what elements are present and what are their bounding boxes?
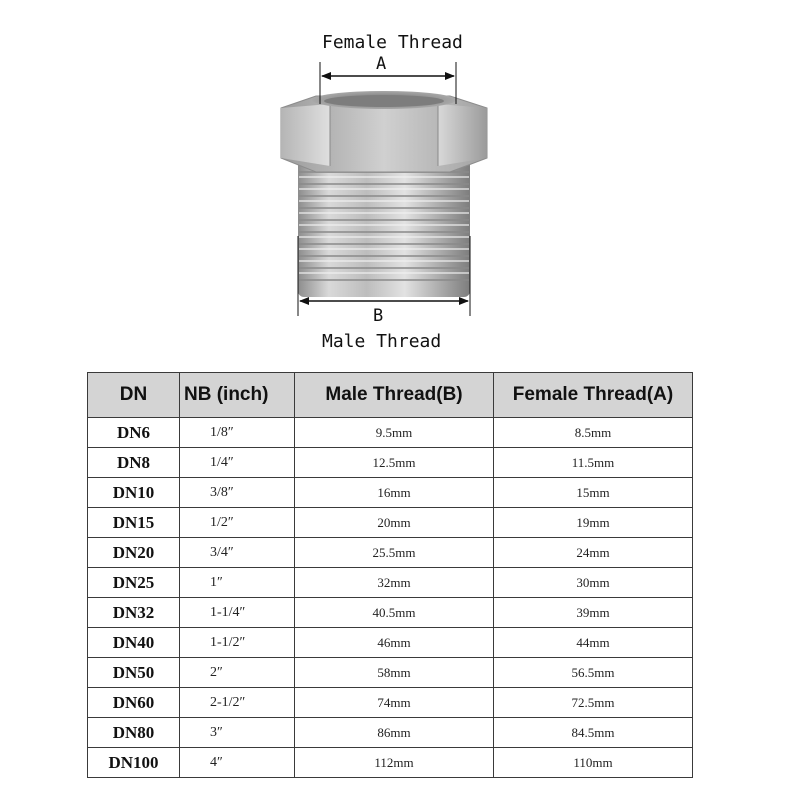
cell-dn: DN10 <box>88 478 180 508</box>
cell-nb: 2″ <box>180 658 295 688</box>
spec-table <box>87 372 693 778</box>
cell-male: 46mm <box>295 628 494 658</box>
cell-dn: DN80 <box>88 718 180 748</box>
cell-female: 44mm <box>494 628 693 658</box>
cell-male: 58mm <box>295 658 494 688</box>
fitting-diagram <box>0 0 800 362</box>
cell-female: 24mm <box>494 538 693 568</box>
cell-female: 30mm <box>494 568 693 598</box>
cell-dn: DN60 <box>88 688 180 718</box>
cell-male: 9.5mm <box>295 418 494 448</box>
cell-nb: 1-1/4″ <box>180 598 295 628</box>
cell-dn: DN15 <box>88 508 180 538</box>
cell-male: 25.5mm <box>295 538 494 568</box>
female-thread-label: Female Thread <box>322 32 463 53</box>
cell-dn: DN8 <box>88 448 180 478</box>
cell-female: 39mm <box>494 598 693 628</box>
table-row <box>88 628 693 658</box>
cell-female: 56.5mm <box>494 658 693 688</box>
cell-nb: 4″ <box>180 748 295 778</box>
table-row <box>88 448 693 478</box>
cell-female: 11.5mm <box>494 448 693 478</box>
cell-female: 110mm <box>494 748 693 778</box>
cell-male: 16mm <box>295 478 494 508</box>
cell-nb: 3″ <box>180 718 295 748</box>
cell-dn: DN100 <box>88 748 180 778</box>
dimension-b-label: B <box>373 306 384 326</box>
header-male-thread: Male Thread(B) <box>295 373 494 418</box>
table-row <box>88 538 693 568</box>
cell-male: 86mm <box>295 718 494 748</box>
cell-female: 72.5mm <box>494 688 693 718</box>
cell-nb: 3/4″ <box>180 538 295 568</box>
cell-dn: DN40 <box>88 628 180 658</box>
cell-male: 40.5mm <box>295 598 494 628</box>
header-female-thread: Female Thread(A) <box>494 373 693 418</box>
cell-nb: 1/2″ <box>180 508 295 538</box>
dimension-a-label: A <box>376 54 387 74</box>
cell-dn: DN20 <box>88 538 180 568</box>
cell-male: 112mm <box>295 748 494 778</box>
cell-nb: 1-1/2″ <box>180 628 295 658</box>
table-row <box>88 688 693 718</box>
table-row <box>88 748 693 778</box>
hex-bushing-illustration <box>0 0 800 362</box>
cell-female: 15mm <box>494 478 693 508</box>
table-row <box>88 568 693 598</box>
table-row <box>88 718 693 748</box>
cell-male: 32mm <box>295 568 494 598</box>
table-row <box>88 658 693 688</box>
cell-dn: DN25 <box>88 568 180 598</box>
cell-female: 19mm <box>494 508 693 538</box>
table-row <box>88 598 693 628</box>
cell-dn: DN6 <box>88 418 180 448</box>
cell-nb: 1/8″ <box>180 418 295 448</box>
male-thread-label: Male Thread <box>322 331 442 352</box>
cell-dn: DN50 <box>88 658 180 688</box>
cell-female: 84.5mm <box>494 718 693 748</box>
header-nb: NB (inch) <box>180 373 295 418</box>
cell-female: 8.5mm <box>494 418 693 448</box>
cell-male: 74mm <box>295 688 494 718</box>
cell-nb: 1″ <box>180 568 295 598</box>
threaded-body <box>298 160 470 297</box>
table-row <box>88 418 693 448</box>
table-row <box>88 508 693 538</box>
table-row <box>88 478 693 508</box>
cell-nb: 1/4″ <box>180 448 295 478</box>
table-header-row <box>88 373 693 418</box>
cell-nb: 3/8″ <box>180 478 295 508</box>
cell-male: 20mm <box>295 508 494 538</box>
cell-nb: 2-1/2″ <box>180 688 295 718</box>
header-dn: DN <box>88 373 180 418</box>
cell-dn: DN32 <box>88 598 180 628</box>
cell-male: 12.5mm <box>295 448 494 478</box>
